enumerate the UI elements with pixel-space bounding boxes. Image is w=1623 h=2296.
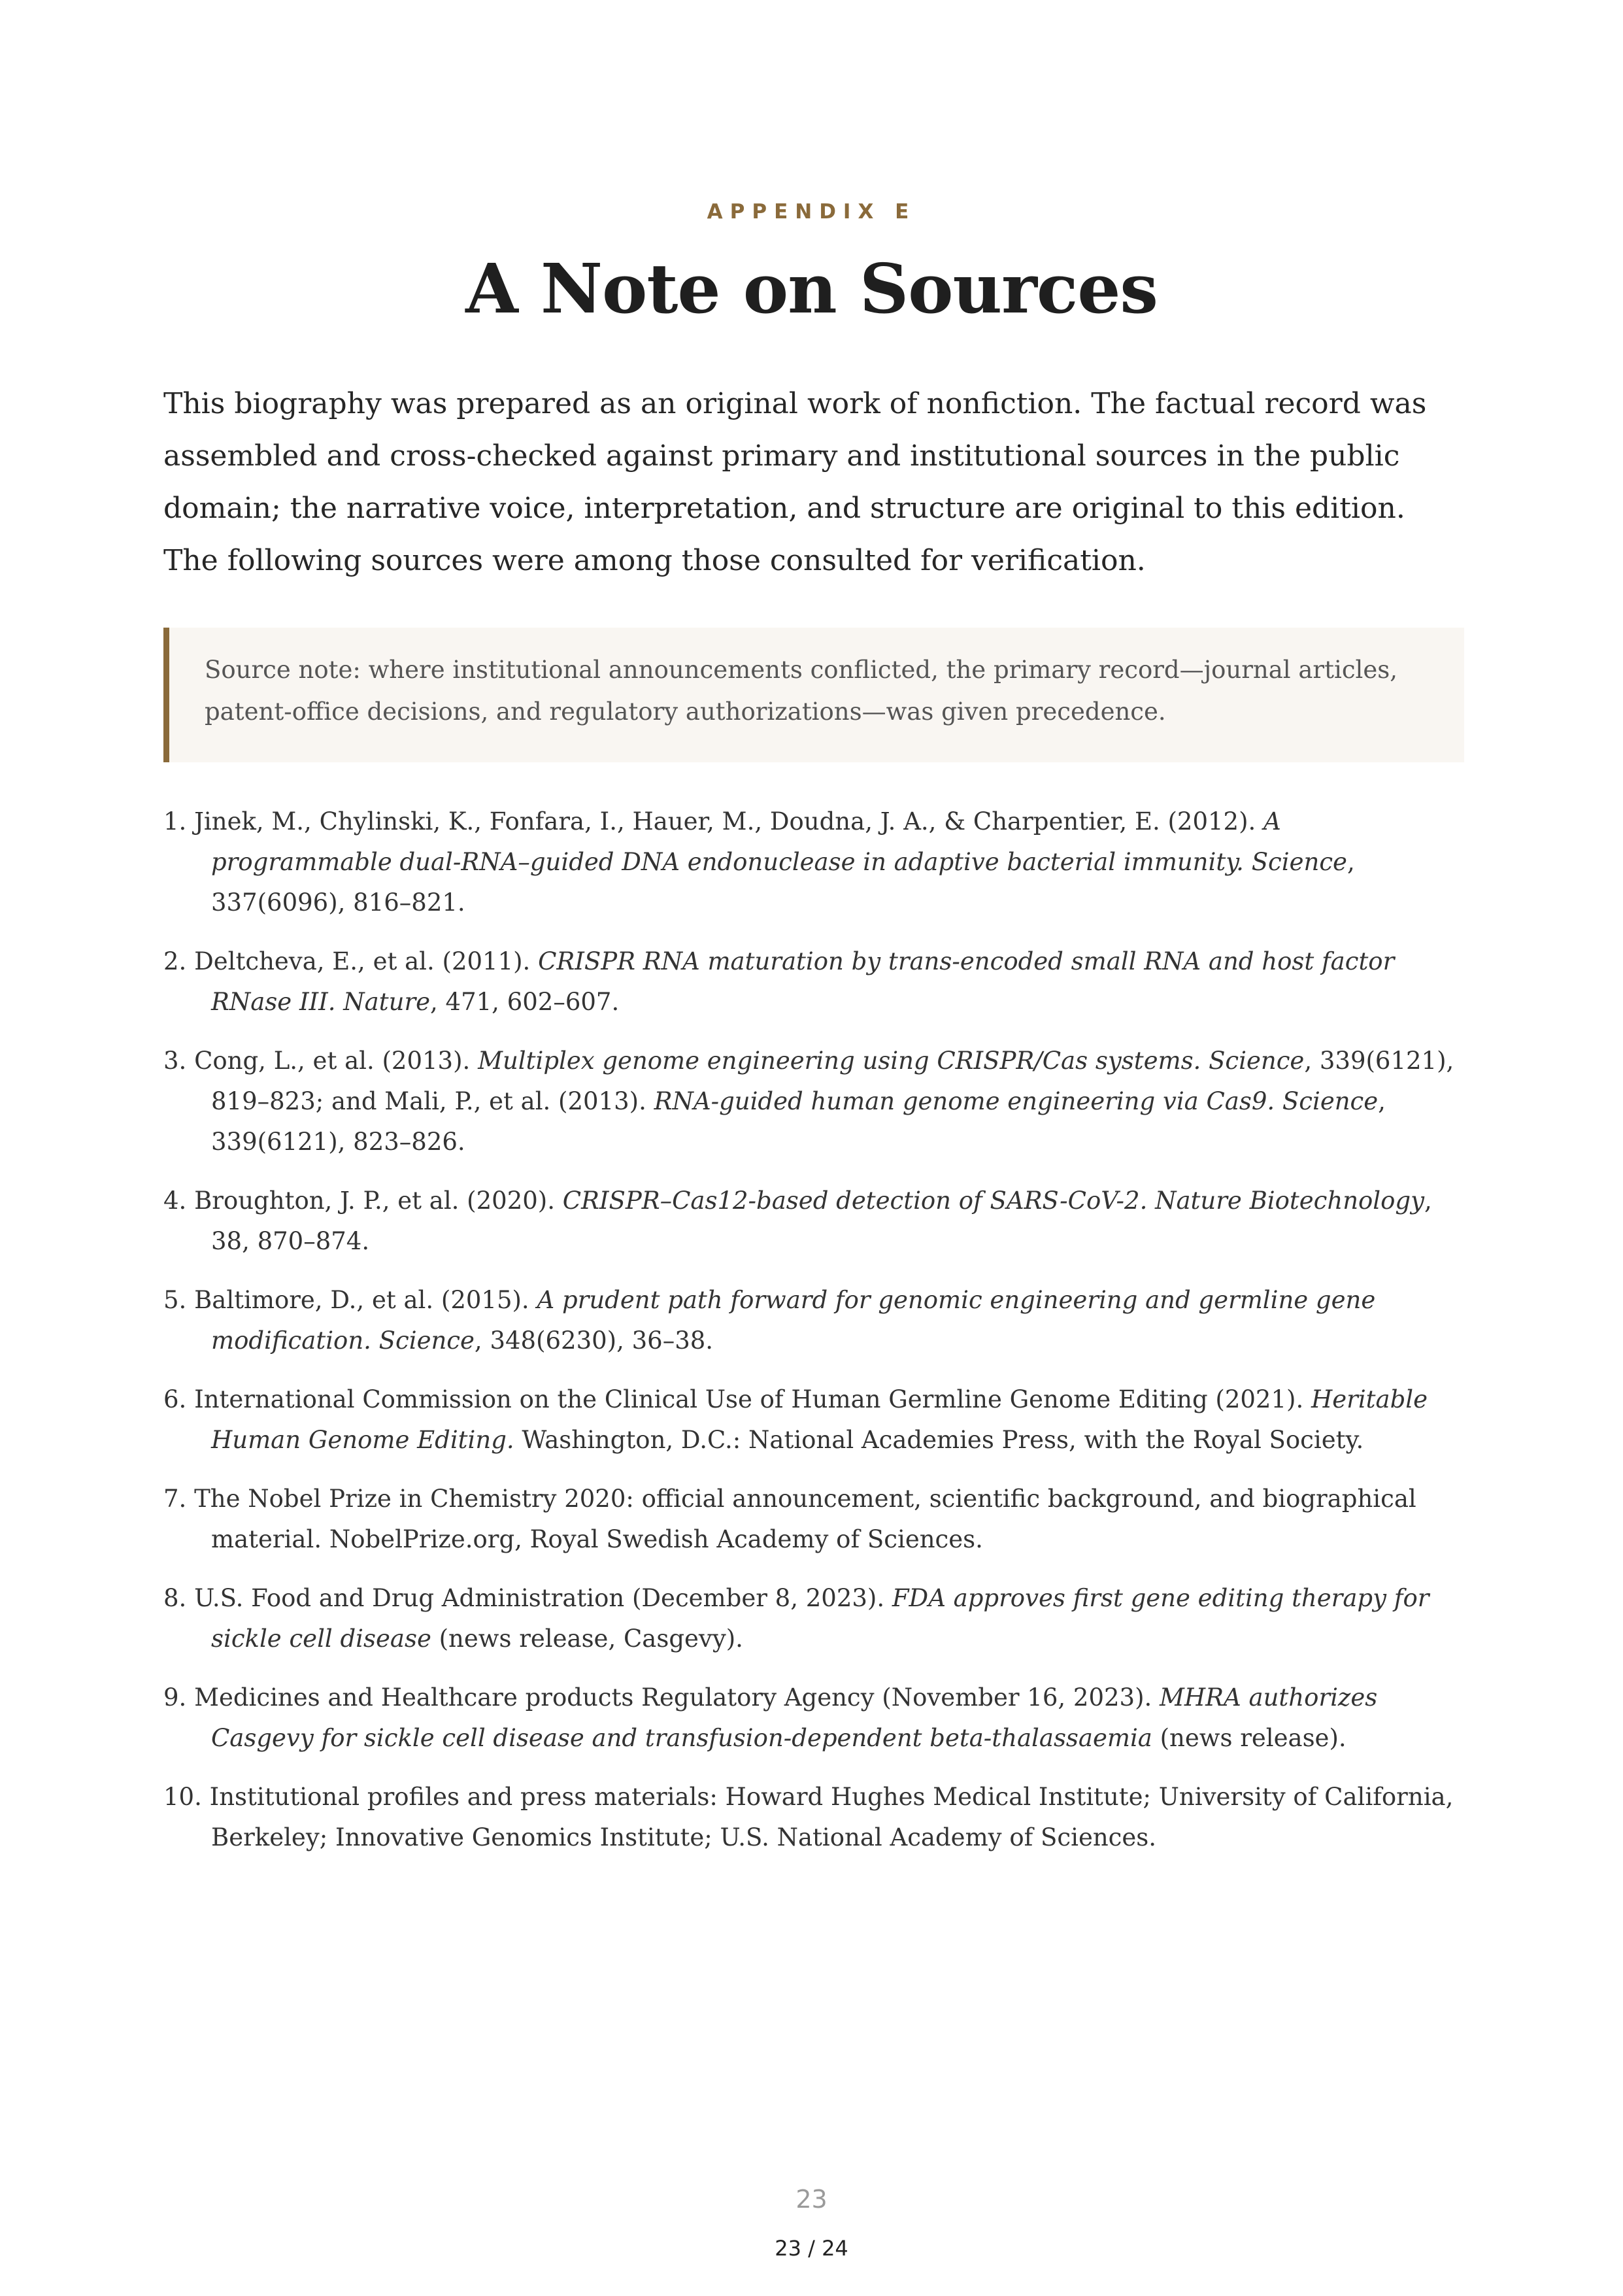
reference-item	[163, 1479, 1464, 1560]
page-number: 23	[795, 2185, 828, 2214]
reference-text: , 337(6096), 816–821.	[211, 848, 1355, 917]
reference-item	[163, 941, 1464, 1022]
reference-text: , 348(6230), 36–38.	[474, 1326, 714, 1355]
reference-text: The Nobel Prize in Chemistry 2020: official announcement, scientific background, and biographical material. NobelPrize.org, Royal Swedish Academy of Sciences.	[194, 1485, 1416, 1553]
reference-title: CRISPR–Cas12-based detection of SARS-CoV-2. Nature Biotechnology	[562, 1187, 1425, 1215]
reference-text: (news release, Casgevy).	[431, 1625, 743, 1653]
reference-title: A programmable dual-RNA–guided DNA endonuclease in adaptive bacterial immunity. Science	[211, 807, 1347, 876]
reference-text: Washington, D.C.: National Academies Press, with the Royal Society.	[514, 1426, 1364, 1454]
reference-text: International Commission on the Clinical Use of Human Germline Genome Editing (2021).	[194, 1385, 1311, 1413]
reference-text: Cong, L., et al. (2013).	[194, 1047, 478, 1075]
reference-title: MHRA authorizes Casgevy for sickle cell disease and transfusion-dependent beta-thalassaemia	[211, 1683, 1378, 1752]
reference-number: 8.	[163, 1584, 187, 1612]
reference-text: (news release).	[1152, 1724, 1347, 1752]
reference-list	[163, 802, 1464, 1876]
reference-title: Heritable Human Genome Editing.	[211, 1385, 1428, 1454]
reference-number: 10.	[163, 1783, 202, 1811]
reference-item	[163, 1181, 1464, 1262]
reference-text: Baltimore, D., et al. (2015).	[194, 1286, 537, 1314]
reference-title: A prudent path forward for genomic engineering and germline gene modification. Science	[211, 1286, 1376, 1355]
reference-number: 9.	[163, 1683, 187, 1712]
reference-text: , 471, 602–607.	[430, 988, 620, 1016]
reference-text: Medicines and Healthcare products Regulatory Agency (November 16, 2023).	[194, 1683, 1160, 1712]
reference-text: , 339(6121), 819–823; and Mali, P., et al. (2013).	[211, 1047, 1454, 1115]
reference-number: 5.	[163, 1286, 187, 1314]
reference-number: 2.	[163, 947, 187, 975]
reference-item	[163, 802, 1464, 923]
reference-item	[163, 1578, 1464, 1659]
page-title: A Note on Sources	[465, 248, 1158, 329]
reference-item	[163, 1041, 1464, 1162]
reference-item	[163, 1777, 1464, 1858]
reference-title: CRISPR RNA maturation by trans-encoded small RNA and host factor RNase III. Nature	[211, 947, 1395, 1016]
reference-title: FDA approves first gene editing therapy for sickle cell disease	[211, 1584, 1430, 1653]
reference-text: , 339(6121), 823–826.	[211, 1087, 1386, 1156]
reference-number: 7.	[163, 1485, 187, 1513]
source-note-callout	[163, 628, 1464, 762]
reference-item	[163, 1379, 1464, 1460]
reference-number: 3.	[163, 1047, 187, 1075]
reference-item	[163, 1280, 1464, 1361]
reference-item	[163, 1678, 1464, 1759]
source-note-text: Source note: where institutional announcements conflicted, the primary record—journal articles, patent-office decisions, and regulatory authorizations—was given precedence.	[205, 656, 1398, 726]
reference-text: Jinek, M., Chylinski, K., Fonfara, I., Hauer, M., Doudna, J. A., & Charpentier, E. (2012).	[194, 807, 1264, 836]
reference-number: 4.	[163, 1187, 187, 1215]
reference-title: RNA-guided human genome engineering via Cas9. Science	[654, 1087, 1379, 1115]
reference-number: 1.	[163, 807, 187, 836]
reference-text: Deltcheva, E., et al. (2011).	[194, 947, 539, 975]
reference-text: U.S. Food and Drug Administration (December 8, 2023).	[194, 1584, 892, 1612]
reference-text: Broughton, J. P., et al. (2020).	[194, 1187, 563, 1215]
page-indicator: 23 / 24	[775, 2236, 848, 2261]
reference-number: 6.	[163, 1385, 187, 1413]
reference-text: Institutional profiles and press materials: Howard Hughes Medical Institute; University of California, Berkeley; Innovative Genomics Institute; U.S. National Academy of Sciences.	[209, 1783, 1454, 1851]
appendix-label: APPENDIX E	[707, 200, 916, 224]
intro-paragraph: This biography was prepared as an original work of nonfiction. The factual record was assembled and cross-checked against primary and institutional sources in the public domain; the narrative voice, interpretation, and structure are original to this edition. The following sources were among those consulted for verification.	[163, 387, 1427, 577]
reference-title: Multiplex genome engineering using CRISPR/Cas systems. Science	[478, 1047, 1305, 1075]
reference-text: , 38, 870–874.	[211, 1187, 1432, 1255]
